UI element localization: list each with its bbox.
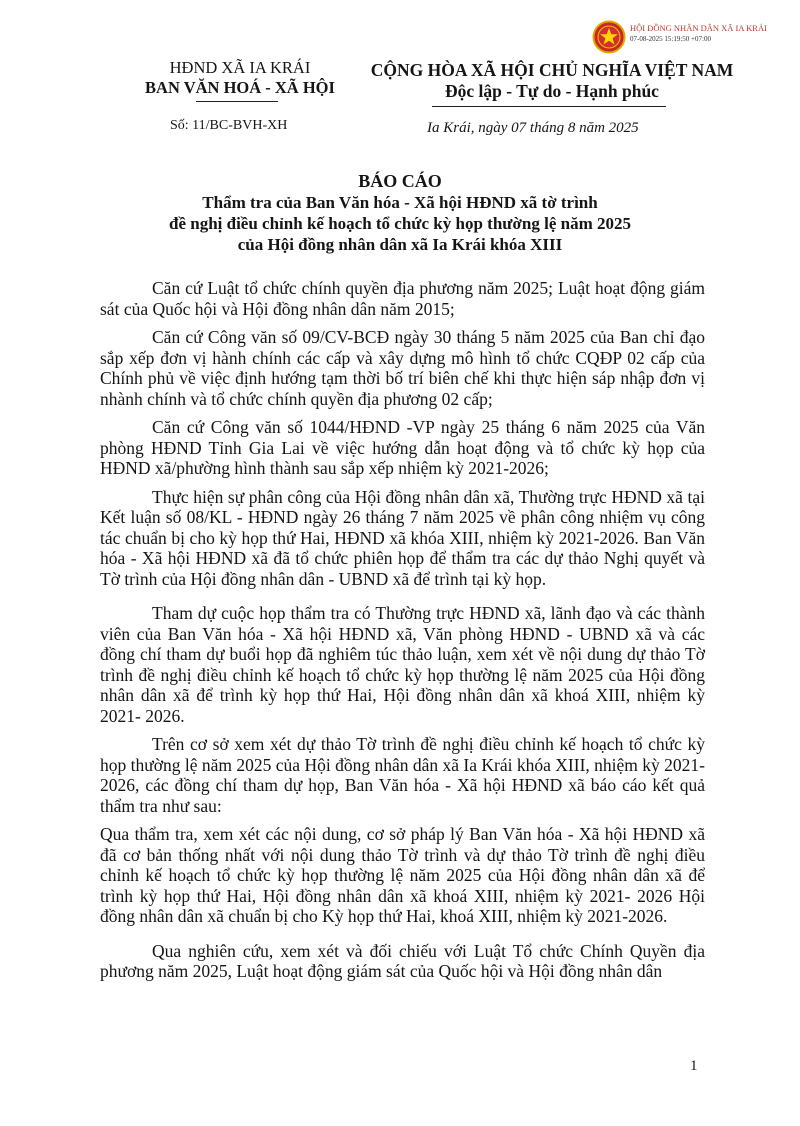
title-line-2: đề nghị điều chỉnh kế hoạch tổ chức kỳ họp thường lệ năm 2025 bbox=[169, 214, 631, 233]
paragraph: Căn cứ Công văn số 1044/HĐND -VP ngày 25 tháng 6 năm 2025 của Văn phòng HĐND Tỉnh Gia Lai về việc hướng dẫn hoạt động và tổ chức kỳ họp của HĐND xã/phường hình thành sau sắp xếp nhiệm kỳ 2021-2026; bbox=[100, 417, 705, 478]
paragraph: Căn cứ Công văn số 09/CV-BCĐ ngày 30 tháng 5 năm 2025 của Ban chỉ đạo sắp xếp đơn vị hành chính các cấp và xây dựng mô hình tổ chức CQĐP 02 cấp của Chính phủ về việc định hướng tạm thời bố trí biên chế khi thực hiện sáp nhập đơn vị nhành chính và tổ chức chính quyền địa phương 02 cấp; bbox=[100, 327, 705, 409]
signature-timestamp: 07-08-2025 15:19:50 +07:00 bbox=[630, 35, 711, 43]
national-heading bbox=[360, 60, 744, 102]
org-name: BAN VĂN HOÁ - XÃ HỘI bbox=[145, 78, 335, 97]
paragraph: Căn cứ Luật tổ chức chính quyền địa phương năm 2025; Luật hoạt động giám sát của Quốc hội và Hội đồng nhân dân năm 2015; bbox=[100, 278, 705, 319]
title-line-3: của Hội đồng nhân dân xã Ia Krái khóa XIII bbox=[237, 235, 563, 254]
paragraph: Thực hiện sự phân công của Hội đồng nhân dân xã, Thường trực HĐND xã tại Kết luận số 08/KL - HĐND ngày 26 tháng 7 năm 2025 về phân công nhiệm vụ công tác chuẩn bị cho kỳ họp thứ Hai, HĐND xã khóa XIII, nhiệm kỳ 2021-2026. Ban Văn hóa - Xã hội HĐND xã đã tổ chức phiên họp để thẩm tra các dự thảo Nghị quyết và Tờ trình của Hội đồng nhân dân - UBND xã để trình tại kỳ họp. bbox=[100, 486, 705, 589]
document-type: BÁO CÁO bbox=[358, 171, 442, 191]
document-body bbox=[100, 278, 705, 990]
org-underline bbox=[196, 101, 278, 102]
paragraph: Qua nghiên cứu, xem xét và đối chiếu với Luật Tổ chức Chính Quyền địa phương năm 2025, Luật hoạt động giám sát của Quốc hội và Hội đồng nhân dân bbox=[100, 940, 705, 981]
national-emblem-icon bbox=[592, 20, 626, 54]
paragraph: Trên cơ sở xem xét dự thảo Tờ trình đề nghị điều chỉnh kế hoạch tổ chức kỳ họp thường lệ năm 2025 của Hội đồng nhân dân xã Ia Krái khóa XIII, nhiệm kỳ 2021-2026, các đồng chí tham dự họp, Ban Văn hóa - Xã hội HĐND xã báo cáo kết quả thẩm tra như sau: bbox=[100, 734, 705, 816]
paragraph: Tham dự cuộc họp thẩm tra có Thường trực HĐND xã, lãnh đạo và các thành viên của Ban Văn hóa - Xã hội HĐND xã, Văn phòng HĐND - UBND xã và các đồng chí tham dự buổi họp đã nghiêm túc thảo luận, xem xét về nội dung dự thảo Tờ trình đề nghị điều chỉnh kế hoạch tổ chức kỳ họp thường lệ năm 2025 của Hội đồng nhân dân xã để trình kỳ họp thứ Hai, Hội đồng nhân dân xã khoá XIII, nhiệm kỳ 2021- 2026. bbox=[100, 603, 705, 726]
document-number: Số: 11/BC-BVH-XH bbox=[170, 118, 288, 133]
issuing-organization bbox=[120, 58, 360, 98]
org-parent: HĐND XÃ IA KRÁI bbox=[169, 58, 311, 77]
title-line-1: Thẩm tra của Ban Văn hóa - Xã hội HĐND xã tờ trình bbox=[202, 193, 598, 212]
motto-underline bbox=[432, 106, 666, 107]
signer-name: HỘI ĐỒNG NHÂN DÂN XÃ IA KRÁI bbox=[630, 23, 767, 33]
document-title bbox=[70, 170, 730, 255]
national-motto: Độc lập - Tự do - Hạnh phúc bbox=[445, 81, 659, 101]
digital-signature-stamp bbox=[592, 20, 788, 54]
paragraph: Qua thẩm tra, xem xét các nội dung, cơ sở pháp lý Ban Văn hóa - Xã hội HĐND xã đã cơ bản thống nhất với nội dung thảo Tờ trình và dự thảo Tờ trình đề nghị điều chỉnh kế hoạch tổ chức kỳ họp thường lệ năm 2025 của Hội đồng nhân dân xã để trình kỳ họp thứ Hai, Hội đồng nhân dân xã khoá XIII, nhiệm kỳ 2021- 2026 Hội đồng nhân dân xã chuẩn bị cho Kỳ họp thứ Hai, khoá XIII, nhiệm kỳ 2021-2026. bbox=[100, 824, 705, 926]
country-name: CỘNG HÒA XÃ HỘI CHỦ NGHĨA VIỆT NAM bbox=[370, 60, 734, 80]
place-and-date: Ia Krái, ngày 07 tháng 8 năm 2025 bbox=[427, 120, 639, 136]
page-number: 1 bbox=[690, 1058, 698, 1074]
